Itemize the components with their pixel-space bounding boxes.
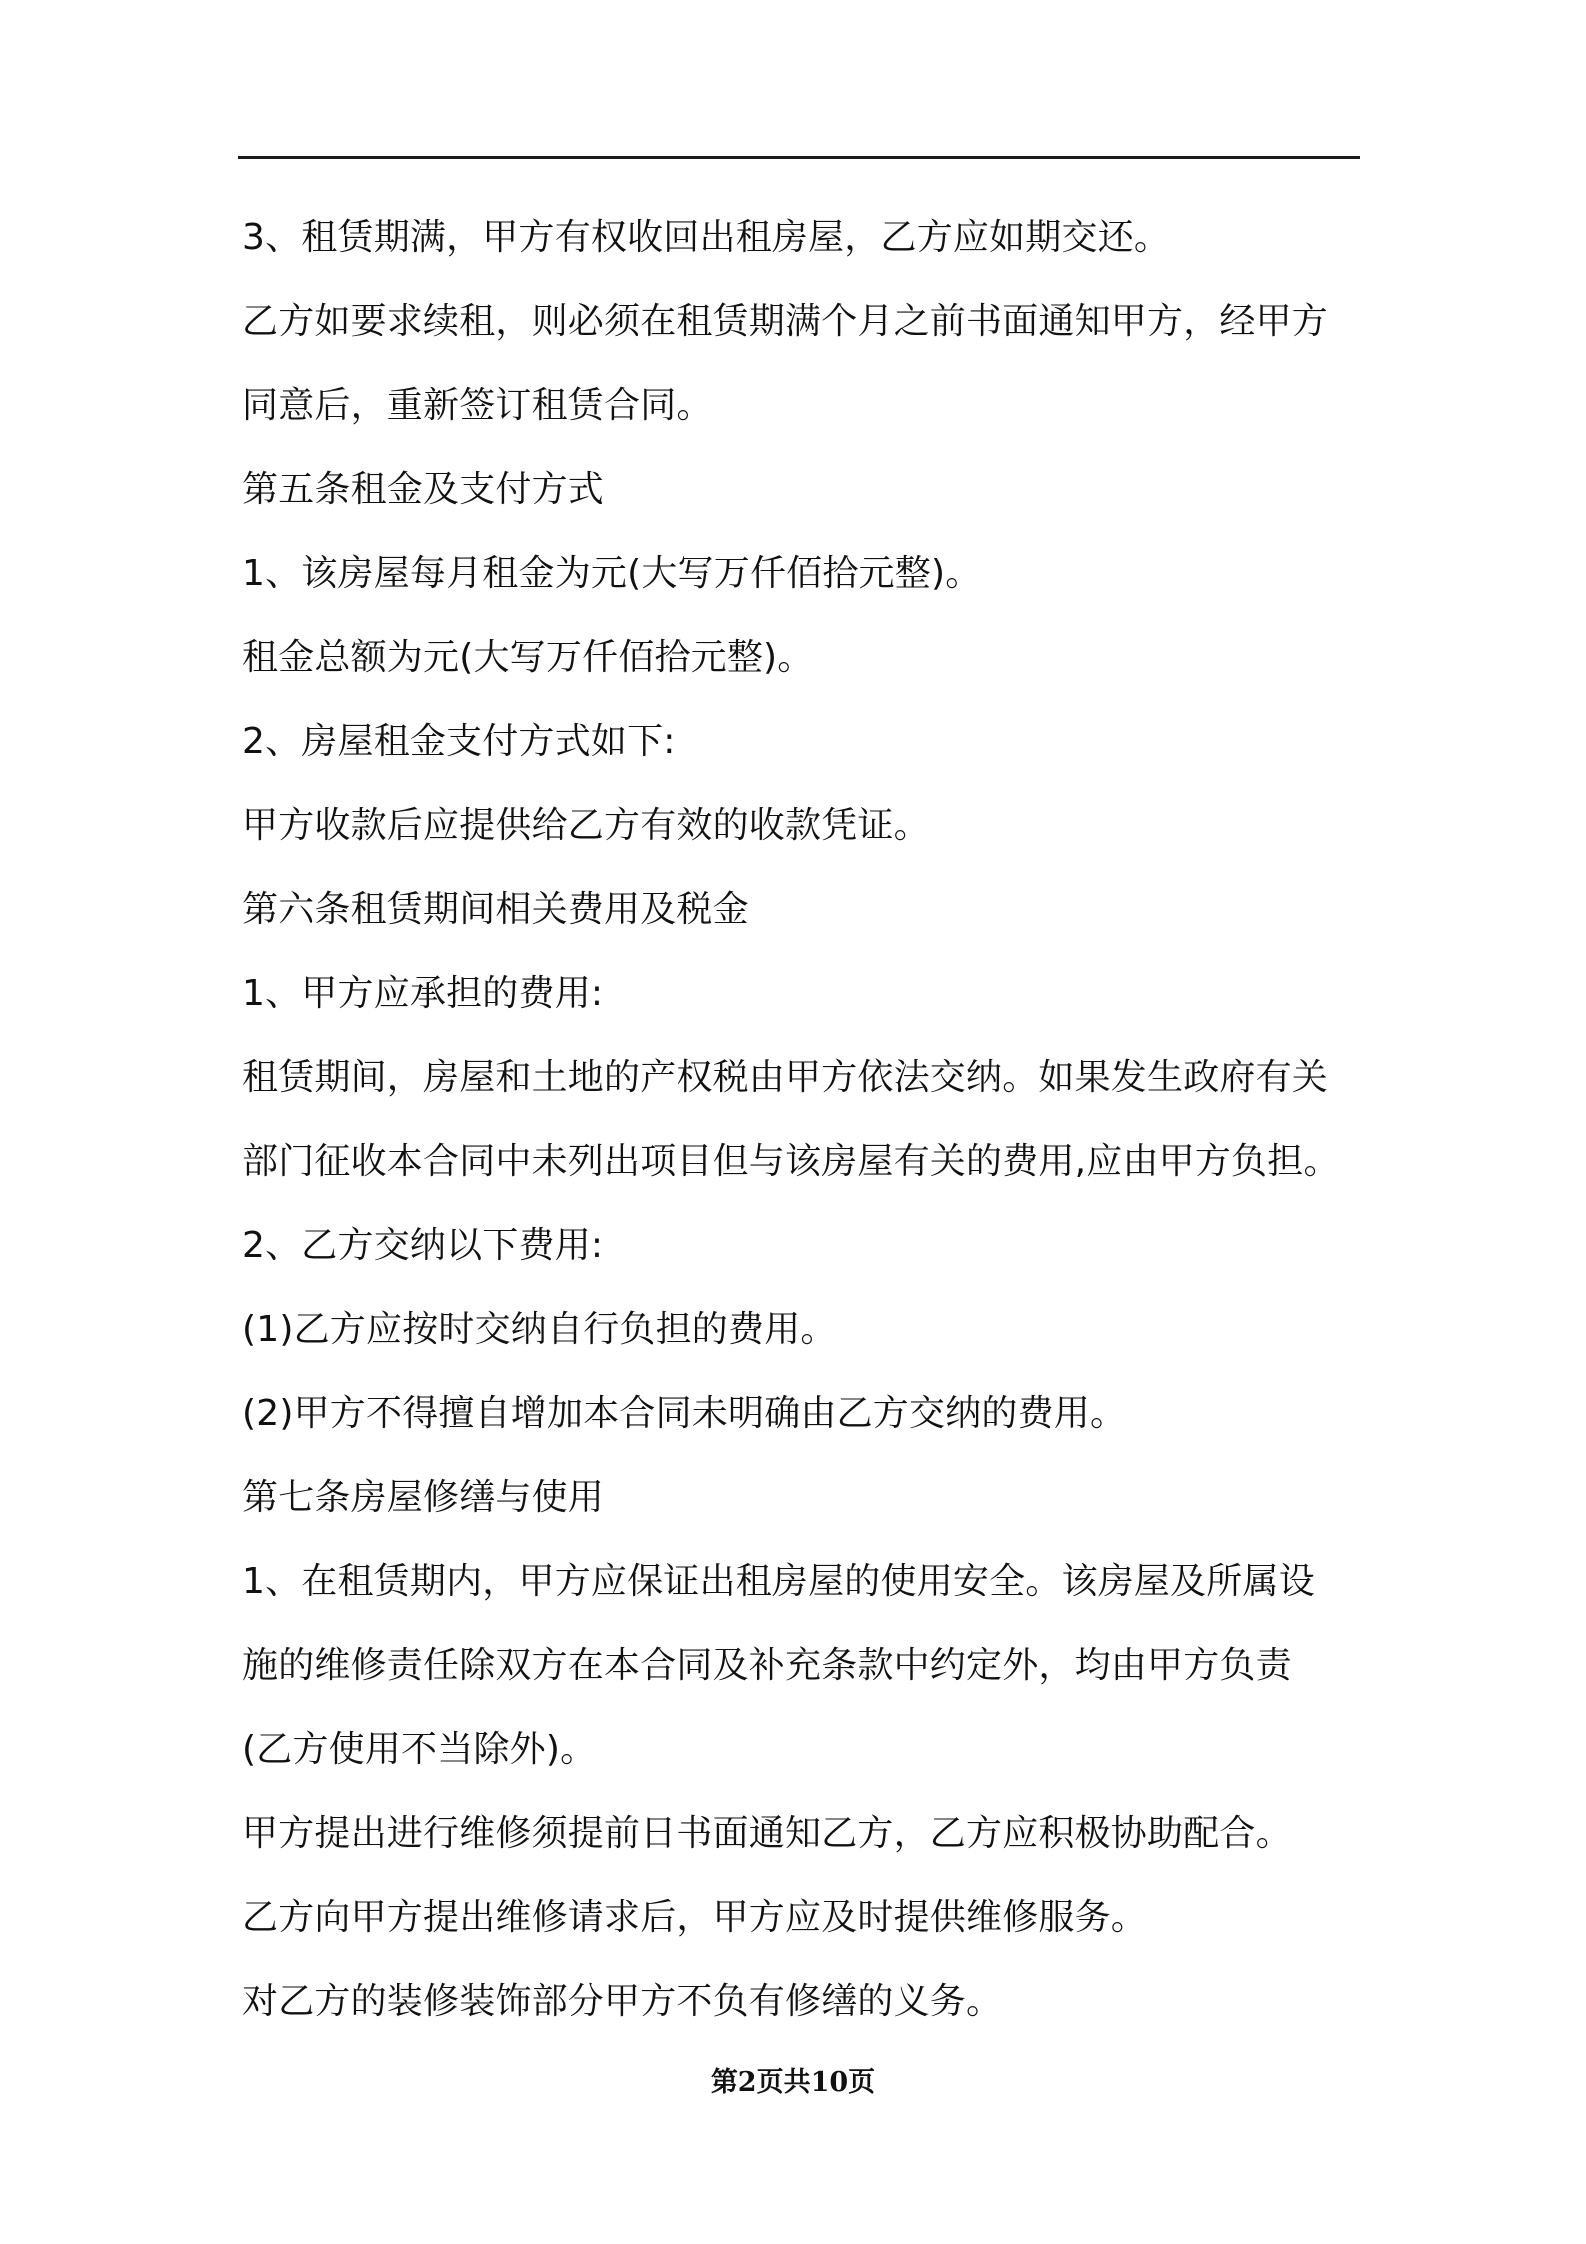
section-heading: 第七条房屋修缮与使用 [242, 1477, 605, 1518]
text-line: 甲方提出进行维修须提前日书面通知乙方，乙方应积极协助配合。 [242, 1813, 1292, 1854]
text-line: 租金总额为元(大写万仟佰拾元整)。 [242, 637, 814, 678]
text-line: 乙方如要求续租，则必须在租赁期满个月之前书面通知甲方，经甲方 [242, 301, 1329, 342]
text-line: 1、甲方应承担的费用: [242, 973, 604, 1014]
text-line: 1、在租赁期内，甲方应保证出租房屋的使用安全。该房屋及所属设 [242, 1561, 1315, 1602]
page-number: 第2页共10页 [710, 2067, 876, 2098]
text-line: 对乙方的装修装饰部分甲方不负有修缮的义务。 [242, 1981, 1003, 2022]
text-line: 3、租赁期满，甲方有权收回出租房屋，乙方应如期交还。 [242, 217, 1171, 258]
text-line: 乙方向甲方提出维修请求后，甲方应及时提供维修服务。 [242, 1897, 1148, 1938]
section-heading: 第五条租金及支付方式 [242, 469, 605, 510]
section-heading: 第六条租赁期间相关费用及税金 [242, 889, 749, 930]
text-line: (2)甲方不得擅自增加本合同未明确由乙方交纳的费用。 [242, 1393, 1127, 1434]
text-line: 甲方收款后应提供给乙方有效的收款凭证。 [242, 805, 930, 846]
text-line: (1)乙方应按时交纳自行负担的费用。 [242, 1309, 837, 1350]
text-line: 部门征收本合同中未列出项目但与该房屋有关的费用,应由甲方负担。 [242, 1141, 1340, 1182]
text-line: 施的维修责任除双方在本合同及补充条款中约定外，均由甲方负责 [242, 1645, 1292, 1686]
text-line: 1、该房屋每月租金为元(大写万仟佰拾元整)。 [242, 553, 982, 594]
text-line: 2、乙方交纳以下费用: [242, 1225, 604, 1266]
text-line: (乙方使用不当除外)。 [242, 1729, 597, 1770]
header-rule [238, 156, 1360, 159]
text-line: 租赁期间，房屋和土地的产权税由甲方依法交纳。如果发生政府有关 [242, 1057, 1329, 1098]
text-line: 同意后，重新签订租赁合同。 [242, 385, 713, 426]
document-body [242, 196, 1392, 2044]
text-line: 2、房屋租金支付方式如下: [242, 721, 676, 762]
